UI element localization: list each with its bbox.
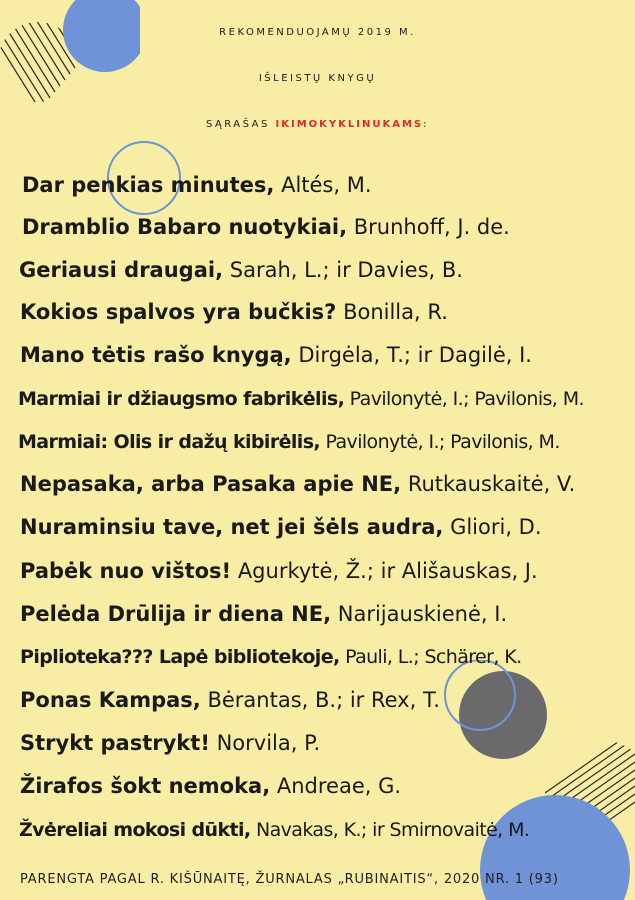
book-author: Navakas, K.; ir Smirnovaitė, M.: [255, 819, 530, 841]
book-title: Nuraminsiu tave, net jei šėls audra,: [20, 515, 444, 539]
book-entry: [20, 685, 440, 715]
book-entry: [22, 170, 372, 200]
book-title: Piplioteka??? Lapė bibliotekoje,: [20, 646, 340, 668]
book-author: Andreae, G.: [276, 774, 402, 798]
book-entry: [20, 340, 532, 370]
book-title: Žirafos šokt nemoka,: [20, 774, 271, 798]
book-author: Gliori, D.: [450, 515, 542, 539]
book-title: Mano tėtis rašo knygą,: [20, 343, 292, 367]
book-author: Rutkauskaitė, V.: [407, 472, 576, 496]
footer-source: PARENGTA PAGAL R. KIŠŪNAITĘ, ŽURNALAS „RUBINAITIS“, 2020 NR. 1 (93): [20, 872, 559, 887]
book-author: Agurkytė, Ž.; ir Ališauskas, J.: [237, 559, 538, 583]
book-entry: [20, 297, 448, 327]
book-entry: [20, 599, 507, 629]
book-entry: [20, 556, 538, 586]
book-title: Dar penkias minutes,: [22, 173, 275, 197]
book-author: Norvila, P.: [216, 731, 321, 755]
book-title: Geriausi draugai,: [19, 258, 224, 282]
book-title: Pelėda Drūlija ir diena NE,: [20, 602, 332, 626]
book-title: Strykt pastrykt!: [20, 731, 210, 755]
book-author: Dirgėla, T.; ir Dagilė, I.: [298, 343, 532, 367]
book-entry: [20, 512, 542, 542]
title-suffix: :: [423, 119, 429, 130]
book-title: Marmiai ir džiaugsmo fabrikėlis,: [18, 388, 345, 410]
book-entry: [19, 255, 463, 285]
book-entry: [20, 728, 320, 758]
book-author: Narijauskienė, I.: [337, 602, 508, 626]
book-author: Bonilla, R.: [343, 300, 448, 324]
book-author: Pavilonytė, I.; Pavilonis, M.: [325, 431, 560, 453]
book-entry: [20, 642, 522, 672]
book-title: Ponas Kampas,: [20, 688, 201, 712]
title-line-2: IŠLEISTŲ KNYGŲ: [258, 73, 377, 84]
title-line-1: REKOMENDUOJAMŲ 2019 M.: [219, 27, 416, 38]
book-author: Pavilonytė, I.; Pavilonis, M.: [349, 388, 584, 410]
book-title: Marmiai: Olis ir dažų kibirėlis,: [18, 431, 321, 453]
book-title: Nepasaka, arba Pasaka apie NE,: [20, 472, 402, 496]
book-author: Bėrantas, B.; ir Rex, T.: [207, 688, 440, 712]
book-entry: [20, 469, 575, 499]
book-entry: [19, 815, 529, 845]
book-entry: [18, 384, 584, 414]
title-line-3: [0, 102, 635, 148]
book-entry: [20, 771, 401, 801]
book-entry: [18, 427, 560, 457]
book-entry: [22, 212, 510, 242]
book-title: Pabėk nuo vištos!: [20, 559, 232, 583]
book-title: Dramblio Babaro nuotykiai,: [22, 215, 348, 239]
book-author: Sarah, L.; ir Davies, B.: [229, 258, 463, 282]
book-author: Brunhoff, J. de.: [353, 215, 510, 239]
book-author: Pauli, L.; Schärer, K.: [345, 646, 522, 668]
book-title: Žvėreliai mokosi dūkti,: [19, 819, 251, 841]
book-title: Kokios spalvos yra bučkis?: [20, 300, 337, 324]
book-author: Altés, M.: [281, 173, 372, 197]
title-highlight: IKIMOKYKLINUKAMS: [275, 119, 424, 130]
title-prefix: SĄRAŠAS: [206, 119, 270, 130]
